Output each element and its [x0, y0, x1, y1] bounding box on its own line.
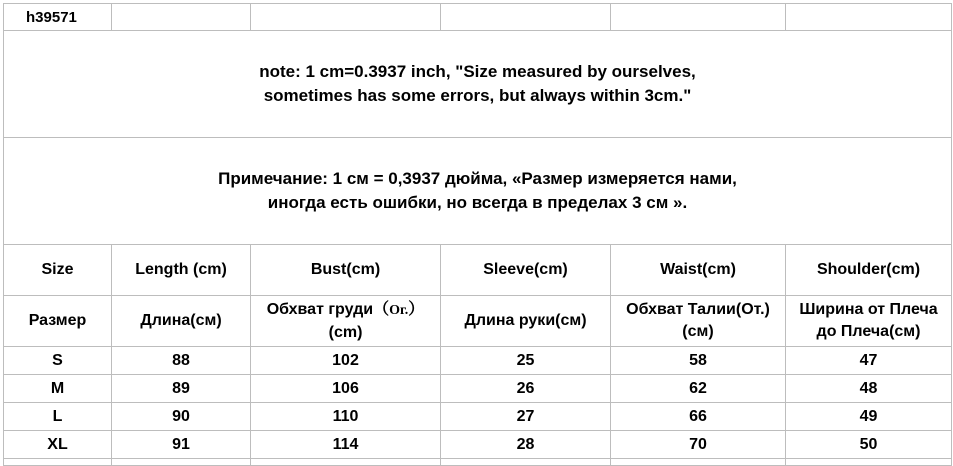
table-row — [4, 403, 952, 431]
header-ru-shoulder-line-2: до Плеча(см) — [816, 323, 921, 340]
cell-length: 91 — [112, 431, 251, 459]
empty-cell — [4, 459, 112, 466]
header-ru-bust — [251, 296, 441, 347]
cell-sleeve: 26 — [441, 375, 611, 403]
cell-bust: 106 — [251, 375, 441, 403]
code-row — [4, 4, 952, 31]
note-ru-line-2: иногда есть ошибки, но всегда в пределах 3 см ». — [267, 193, 688, 212]
header-shoulder: Shoulder(cm) — [786, 245, 952, 296]
trailing-row — [4, 459, 952, 466]
header-ru-waist-line-2: (см) — [682, 323, 714, 340]
cell-shoulder: 47 — [786, 347, 952, 375]
cell-bust: 114 — [251, 431, 441, 459]
cell-length: 90 — [112, 403, 251, 431]
cell-sleeve: 25 — [441, 347, 611, 375]
note-en-line-1: note: 1 cm=0.3937 inch, "Size measured by ourselves, — [259, 62, 696, 81]
table-row — [4, 375, 952, 403]
product-code: h39571 — [4, 4, 112, 31]
header-ru-sleeve: Длина руки(см) — [441, 296, 611, 347]
cell-shoulder: 50 — [786, 431, 952, 459]
cell-waist: 62 — [611, 375, 786, 403]
header-ru-bust-abbr: Ог. — [389, 302, 409, 318]
note-ru — [4, 138, 952, 245]
empty-cell — [786, 4, 952, 31]
header-ru-bust-close: ） — [408, 300, 425, 318]
note-ru-row — [4, 138, 952, 245]
cell-sleeve: 27 — [441, 403, 611, 431]
cell-size: XL — [4, 431, 112, 459]
note-en-row — [4, 31, 952, 138]
header-length: Length (cm) — [112, 245, 251, 296]
table-row — [4, 431, 952, 459]
empty-cell — [112, 4, 251, 31]
header-ru-bust-line-1 — [251, 299, 440, 322]
empty-cell — [112, 459, 251, 466]
header-ru-shoulder — [786, 296, 952, 347]
note-ru-line-1: Примечание: 1 см = 0,3937 дюйма, «Размер измеряется нами, — [218, 169, 737, 188]
cell-waist: 70 — [611, 431, 786, 459]
header-ru-length: Длина(см) — [112, 296, 251, 347]
header-ru-bust-text: Обхват груди（ — [266, 300, 390, 318]
cell-sleeve: 28 — [441, 431, 611, 459]
note-en-line-2: sometimes has some errors, but always within 3cm." — [263, 86, 692, 105]
empty-cell — [251, 459, 441, 466]
empty-cell — [251, 4, 441, 31]
cell-bust: 102 — [251, 347, 441, 375]
header-ru-waist-line-1: Обхват Талии(От.) — [626, 301, 770, 318]
cell-size: L — [4, 403, 112, 431]
cell-size: M — [4, 375, 112, 403]
empty-cell — [441, 4, 611, 31]
header-bust: Bust(cm) — [251, 245, 441, 296]
empty-cell — [611, 4, 786, 31]
header-row-en — [4, 245, 952, 296]
header-sleeve: Sleeve(cm) — [441, 245, 611, 296]
empty-cell — [611, 459, 786, 466]
cell-waist: 66 — [611, 403, 786, 431]
header-ru-bust-line-2: (cm) — [328, 323, 363, 341]
note-en — [4, 31, 952, 138]
header-ru-shoulder-line-1: Ширина от Плеча — [799, 301, 938, 318]
table-row — [4, 347, 952, 375]
cell-length: 89 — [112, 375, 251, 403]
cell-waist: 58 — [611, 347, 786, 375]
header-size: Size — [4, 245, 112, 296]
header-row-ru — [4, 296, 952, 347]
empty-cell — [441, 459, 611, 466]
cell-shoulder: 48 — [786, 375, 952, 403]
header-ru-size: Размер — [4, 296, 112, 347]
header-ru-waist — [611, 296, 786, 347]
empty-cell — [786, 459, 952, 466]
cell-bust: 110 — [251, 403, 441, 431]
header-waist: Waist(cm) — [611, 245, 786, 296]
cell-size: S — [4, 347, 112, 375]
cell-length: 88 — [112, 347, 251, 375]
cell-shoulder: 49 — [786, 403, 952, 431]
size-chart-table — [3, 3, 952, 466]
